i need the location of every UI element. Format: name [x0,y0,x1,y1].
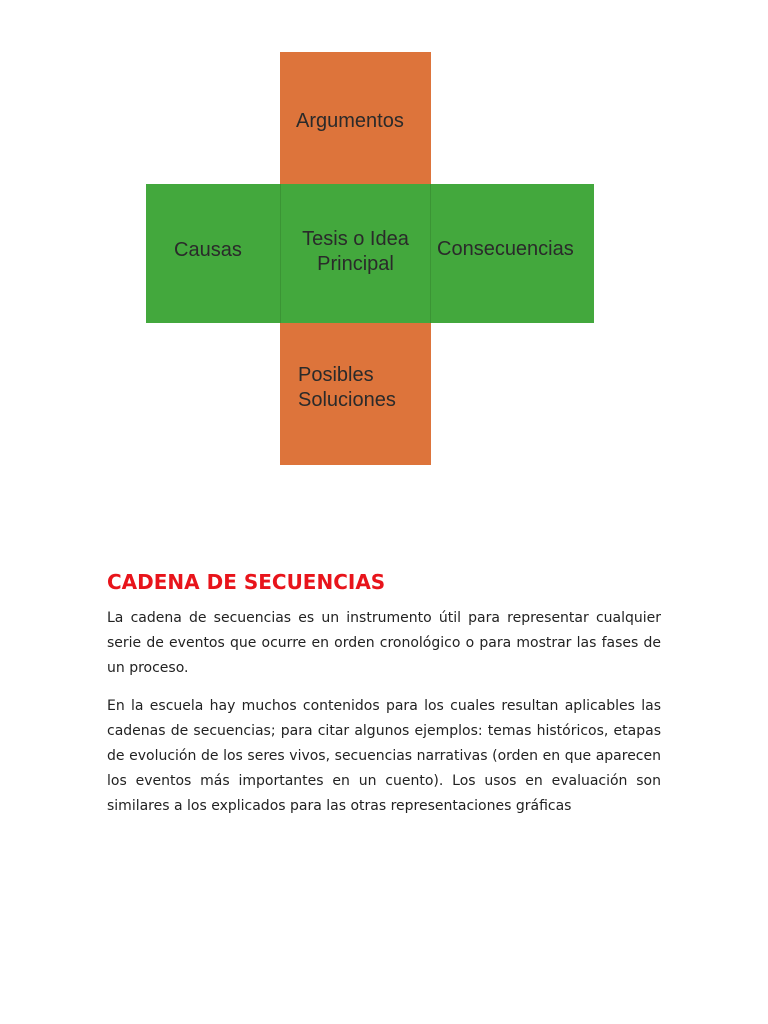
label-tesis-line1: Tesis o Idea [302,228,409,250]
box-argumentos [280,52,431,184]
paragraph-definition: La cadena de secuencias es un instrumento útil para representar cualquier serie de eventos que ocurre en orden cronológico o para mostrar las fases de un proceso. [107,610,661,676]
label-tesis [281,227,430,277]
label-posibles-soluciones [298,363,396,413]
box-posibles-soluciones [280,323,431,465]
label-soluciones: Soluciones [298,389,396,411]
paragraph-examples: En la escuela hay muchos contenidos para los cuales resultan aplicables las cadenas de secuencias; para citar algunos ejemplos: temas históricos, etapas de evolución de los seres vivos, secuencias narrativas (orden en que aparecen los eventos más importantes en un cuento). Los usos en evaluación son similares a los explicados para las otras representaciones gráficas [107,698,661,814]
cross-diagram [0,0,768,470]
box-tesis [280,184,431,323]
label-consecuencias: Consecuencias [437,238,574,260]
box-consecuencias [431,184,594,323]
label-tesis-line2: Principal [317,253,394,275]
label-argumentos: Argumentos [296,110,404,132]
section-heading: CADENA DE SECUENCIAS [107,570,386,594]
label-causas: Causas [174,239,242,261]
box-causas [146,184,280,323]
label-posibles: Posibles [298,364,374,386]
